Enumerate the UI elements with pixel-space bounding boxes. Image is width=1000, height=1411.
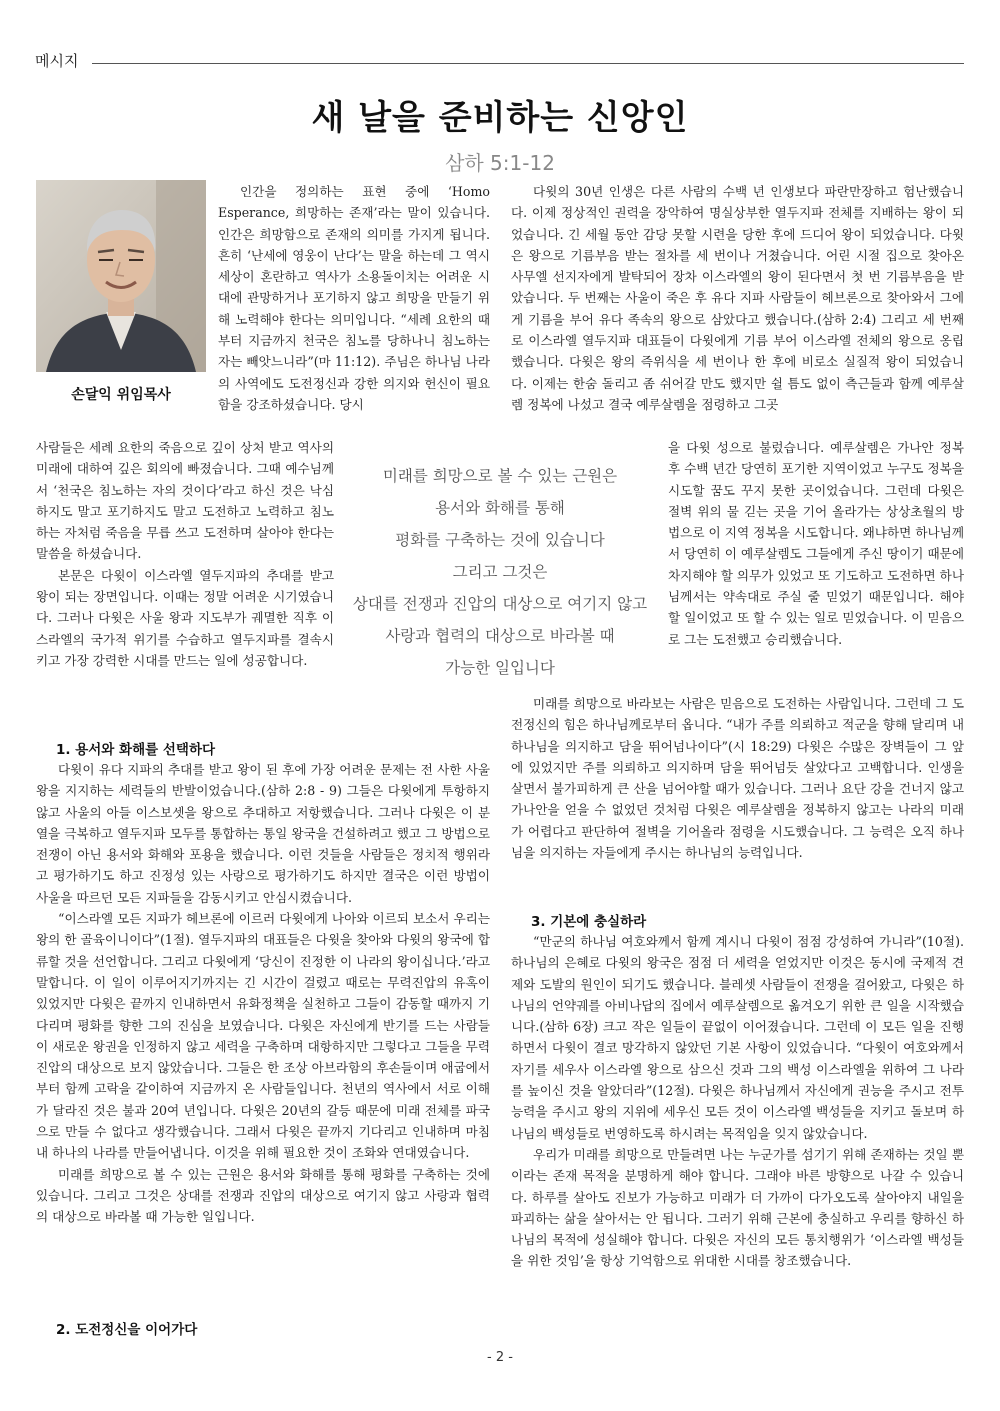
author-caption: 손달익 위임목사 bbox=[71, 387, 171, 403]
article-title: 새 날을 준비하는 신앙인 bbox=[311, 98, 689, 138]
pull-quote-line: 미래를 희망으로 볼 수 있는 근원은 bbox=[382, 467, 618, 485]
right-body-top: 다윗의 30년 인생은 다른 사람의 수백 년 인생보다 파란만장하고 험난했습니다. 이제 정상적인 권력을 장악하여 명실상부한 열두지파 전체를 지배하는 왕이 되었습니다. 긴 세월 동안 감당 못할 시련을 당한 후에 드디어 왕이 되었습니다. 다윗은 왕으로 기름부음 받는 절차를 세 번이나 거쳤습니다. 어린 시절 집으로 찾아온 사무엘 선지자에게 발탁되어 장차 이스라엘의 왕이 된다면서 첫 번 기름부음을 받았습니다. 두 번째는 사울이 죽은 후 유다 지파 사람들이 헤브론으로 찾아와서 그에게 기름을 부어 유다 족속의 왕으로 삼았다고 했습니다.(삼하 2:4) 그리고 세 번째로 이스라엘 열두지파 대표들이 다윗에게 기름 부어 이스라엘 전체의 왕으로 옹립했습니다. 다윗은 왕의 즉위식을 세 번이나 한 후에 비로소 실질적 왕이 되었습니다. 이제는 한숨 돌리고 좀 쉬어갈 만도 했지만 쉴 틈도 없이 측근들과 함께 예루살렘 정복에 나섰고 결국 예루살렘을 점령하고 그곳 bbox=[511, 184, 964, 412]
pull-quote-line: 그리고 그것은 bbox=[452, 563, 548, 581]
scripture-reference: 삼하 5:1-12 bbox=[445, 151, 555, 175]
intro-continued: 사람들은 세례 요한의 죽음으로 깊이 상처 받고 역사의 미래에 대하여 깊은 회의에 빠졌습니다. 그때 예수님께서 ‘천국은 침노하는 자의 것이다’라고 하신 것은 낙심하지도 말고 포기하지도 말고 도전하고 노력하고 침노하는 자처럼 죽음을 무릅 쓰고 도전하며 살아야 한다는 말씀을 하셨습니다. 본문은 다윗이 이스라엘 열두지파의 추대를 받고 왕이 되는 장면입니다. 이때는 정말 어려운 시기였습니다. 그러나 다윗은 사울 왕과 지도부가 궤멸한 직후 이스라엘의 국가적 위기를 수습하고 열두지파를 결속시키고 가장 강력한 시대를 만드는 일에 성공합니다. bbox=[36, 440, 334, 668]
page-number: - 2 - bbox=[487, 1350, 513, 1365]
section-1-body: 다윗이 유다 지파의 추대를 받고 왕이 된 후에 가장 어려운 문제는 전 사한 사울 왕을 지지하는 세력들의 반발이었습니다.(삼하 2:8 - 9) 그들은 다윗에게 투항하지 않고 사울의 아들 이스보셋을 왕으로 추대하고 저항했습니다. 그러나 다윗은 이 분열을 극복하고 열두지파 모두를 통합하는 통일 왕국을 건설하려고 했고 그 방법으로 전쟁이 아닌 용서와 화해와 포용을 했습니다. 이런 것들을 사람들은 정치적 행위라고 평가하기도 하고 진정성 있는 사랑으로 평가하기도 하지만 결국은 이런 방법이 사울을 따르던 모든 지파들을 감동시키고 안심시켰습니다. “이스라엘 모든 지파가 헤브론에 이르러 다윗에게 나아와 이르되 보소서 우리는 왕의 한 골육이니이다”(1절). 열두지파의 대표들은 다윗을 찾아와 다윗의 왕국에 합류할 것을 선언합니다. 그리고 다윗에게 ‘당신이 진정한 이 나라의 왕이십니다.’라고 말합니다. 이 일이 이루어지기까지는 긴 시간이 걸렸고 때로는 무력진압의 유혹이 있었지만 다윗은 끝까지 인내하면서 유화정책을 실천하고 그들이 감동할 때까지 기다리며 평화를 향한 그의 진심을 보였습니다. 다윗은 자신에게 반기를 드는 사람들이 새로운 왕권을 인정하지 않고 세력을 구축하며 대항하지만 그렇다고 그들을 무력진압의 대상으로 보지 않았습니다. 그들은 한 조상 아브라함의 후손들이며 애굽에서부터 함께 고락을 같이하여 지금까지 온 사람들입니다. 천년의 역사에서 서로 이해가 달라진 것은 불과 20여 년입니다. 다윗은 20년의 갈등 때문에 미래 전체를 파국으로 만들 수 없다고 생각했습니다. 그래서 다윗은 끝까지 기다리고 인내하며 마침내 하나의 나라를 만들어냅니다. 이것을 위해 필요한 것이 조화와 연대였습니다. 미래를 희망으로 볼 수 있는 근원은 용서와 화해를 통해 평화를 구축하는 것에 있습니다. 그리고 그것은 상대를 전쟁과 진압의 대상으로 여기지 않고 사랑과 협력의 대상으로 바라볼 때 가능한 일입니다. bbox=[36, 762, 490, 1225]
intro-narrow: 인간을 정의하는 표현 중에 ‘Homo Esperance, 희망하는 존재’라는 말이 있습니다. 인간은 희망함으로 존재의 의미를 가지게 됩니다. 흔히 ‘난세에 영웅이 난다’는 말을 하는데 그 역시 세상이 혼란하고 역사가 소용돌이치는 어려운 시대에 관망하거나 포기하지 않고 희망을 만들기 위해 노력해야 한다는 의미입니다. “세례 요한의 때부터 지금까지 천국은 침노를 당하나니 침노하는 자는 빼앗느니라”(마 11:12). 주님은 하나님 나라의 사역에도 도전정신과 강한 의지와 헌신이 필요함을 강조하셨습니다. 당시 bbox=[218, 184, 490, 412]
right-body-middle: 미래를 희망으로 바라보는 사람은 믿음으로 도전하는 사람입니다. 그런데 그 도전정신의 힘은 하나님께로부터 옵니다. “내가 주를 의뢰하고 적군을 향해 달리며 내 하나님을 의지하고 담을 뛰어넘나이다”(시 18:29) 다윗은 수많은 장벽들이 그 앞에 있었지만 주를 의뢰하고 의지하며 담을 뛰어넘듯 살았다고 고백합니다. 인생을 살면서 불가피하게 큰 산을 넘어야할 때가 있습니다. 그러나 요단 강을 건너지 않고 가나안을 얻을 수 없었던 것처럼 다윗은 예루살렘을 정복하지 않고는 나라의 미래가 어렵다고 판단하여 절벽을 기어올라 점령을 시도했습니다. 그 능력은 오직 하나님을 의지하는 자들에게 주시는 하나님의 능력입니다. bbox=[511, 696, 964, 861]
section-3-body: “만군의 하나님 여호와께서 함께 계시니 다윗이 점점 강성하여 가니라”(10절). 하나님의 은혜로 다윗의 왕국은 점점 더 세력을 얻었지만 이것은 동시에 국제적 견제와 도발의 원인이 되기도 했습니다. 블레셋 사람들이 전쟁을 걸어왔고, 다윗은 하나님의 언약궤를 아비나답의 집에서 예루살렘으로 옮겨오기 위한 큰 일을 시작했습니다.(삼하 6장) 크고 작은 일들이 끝없이 이어졌습니다. 그런데 이 모든 일을 진행하면서 다윗이 결코 망각하지 않았던 기본 사항이 있었습니다. “다윗이 여호와께서 자기를 세우사 이스라엘 왕으로 삼으신 것과 그의 백성 이스라엘을 위하여 그 나라를 높이신 것을 알았더라”(12절). 다윗은 하나님께서 자신에게 권능을 주시고 전투 능력을 주시고 왕의 지위에 세우신 모든 것이 이스라엘 백성들을 지키고 돌보며 하나님의 백성들로 번영하도록 하시려는 목적임을 잊지 않았습니다. 우리가 미래를 희망으로 만들려면 나는 누군가를 섬기기 위해 존재하는 것일 뿐이라는 존재 목적을 분명하게 해야 합니다. 그래야 바른 방향으로 나갈 수 있습니다. 하루를 살아도 진보가 가능하고 미래가 더 가까이 다가오도록 살아야지 내일을 파괴하는 삶을 살아서는 안 됩니다. 그러기 위해 근본에 충실하고 우리를 향하신 하나님의 목적에 성실해야 합니다. 다윗은 자신의 모든 통치행위가 ‘이스라엘 백성들을 위한 것임’을 항상 기억함으로 위대한 시대를 창조했습니다. bbox=[511, 934, 964, 1269]
pull-quote-line: 가능한 일입니다 bbox=[445, 659, 555, 677]
pull-quote bbox=[345, 460, 655, 684]
header-rule bbox=[92, 63, 964, 64]
section-heading-2: 2. 도전정신을 이어가다 bbox=[56, 1322, 198, 1338]
section-heading-1: 1. 용서와 화해를 선택하다 bbox=[56, 742, 216, 758]
section-label: 메시지 bbox=[35, 52, 79, 70]
author-photo bbox=[36, 180, 206, 372]
pull-quote-line: 상대를 전쟁과 진압의 대상으로 여기지 않고 bbox=[352, 595, 648, 613]
pull-quote-line: 평화를 구축하는 것에 있습니다 bbox=[395, 531, 605, 549]
pull-quote-line: 사랑과 협력의 대상으로 바라볼 때 bbox=[385, 627, 615, 645]
pull-quote-line: 용서와 화해를 통해 bbox=[435, 499, 565, 517]
section-heading-3: 3. 기본에 충실하라 bbox=[531, 914, 647, 930]
right-body-narrow: 을 다윗 성으로 불렀습니다. 예루살렘은 가나안 정복 후 수백 년간 당연히 포기한 지역이었고 누구도 정복을 시도할 꿈도 꾸지 못한 곳이었습니다. 그런데 다윗은 절벽 위의 물 긷는 곳을 기어 올라가는 상상초월의 방법으로 이 지역 정복을 시도합니다. 왜냐하면 하나님께서 당연히 이 예루살렘도 그들에게 주신 땅이기 때문에 차지해야 할 의무가 있었고 또 기도하고 도전하면 하나님께서는 약속대로 주실 줄 믿었기 때문입니다. 해야 할 일이었고 또 할 수 있는 일로 믿었습니다. 이 믿음으로 그는 도전했고 승리했습니다. bbox=[668, 440, 964, 647]
